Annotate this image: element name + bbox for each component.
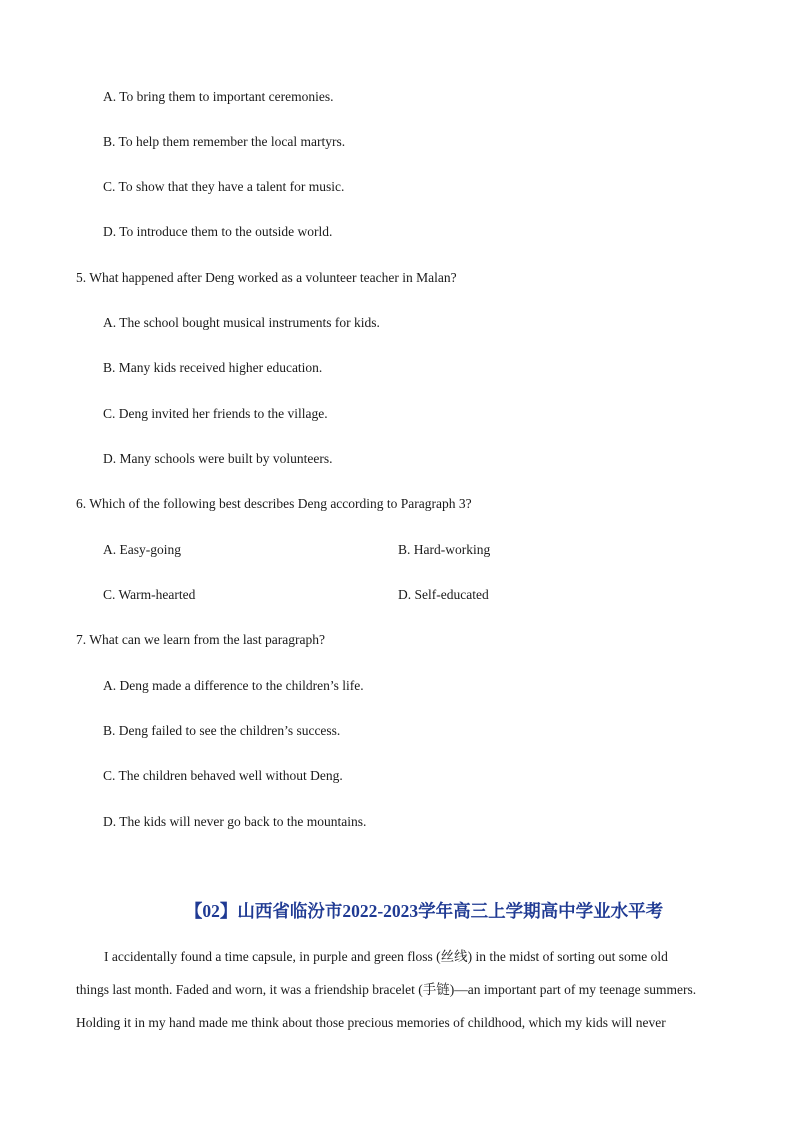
q6-option-b: B. Hard-working	[398, 542, 491, 557]
q5-option-c: C. Deng invited her friends to the village.	[103, 406, 328, 421]
q4-option-d: D. To introduce them to the outside world.	[103, 224, 333, 239]
q5-option-a: A. The school bought musical instruments for kids.	[103, 315, 380, 330]
q6-option-d: D. Self-educated	[398, 587, 489, 602]
q5-option-b: B. Many kids received higher education.	[103, 360, 323, 375]
q7-option-b: B. Deng failed to see the children’s success.	[103, 723, 341, 738]
q6-option-c: C. Warm-hearted	[103, 587, 196, 602]
passage-line-2: things last month. Faded and worn, it was a friendship bracelet (手链)—an important part of my teenage summers.	[76, 982, 697, 997]
q6-option-a: A. Easy-going	[103, 542, 181, 557]
section-heading: 【02】山西省临汾市2022-2023学年高三上学期高中学业水平考	[184, 901, 664, 921]
question-5: 5. What happened after Deng worked as a volunteer teacher in Malan?	[76, 270, 457, 285]
question-7: 7. What can we learn from the last paragraph?	[76, 632, 326, 647]
q7-option-d: D. The kids will never go back to the mountains.	[103, 814, 367, 829]
q5-option-d: D. Many schools were built by volunteers.	[103, 451, 333, 466]
q7-option-a: A. Deng made a difference to the children’s life.	[103, 678, 364, 693]
passage-line-3: Holding it in my hand made me think about those precious memories of childhood, which my kids will never	[76, 1015, 666, 1030]
q4-option-a: A. To bring them to important ceremonies.	[103, 89, 334, 104]
q4-option-c: C. To show that they have a talent for music.	[103, 179, 345, 194]
q4-option-b: B. To help them remember the local martyrs.	[103, 134, 346, 149]
passage-line-1: I accidentally found a time capsule, in purple and green floss (丝线) in the midst of sorting out some old	[104, 949, 668, 964]
question-6: 6. Which of the following best describes Deng according to Paragraph 3?	[76, 496, 472, 511]
q7-option-c: C. The children behaved well without Deng.	[103, 768, 343, 783]
